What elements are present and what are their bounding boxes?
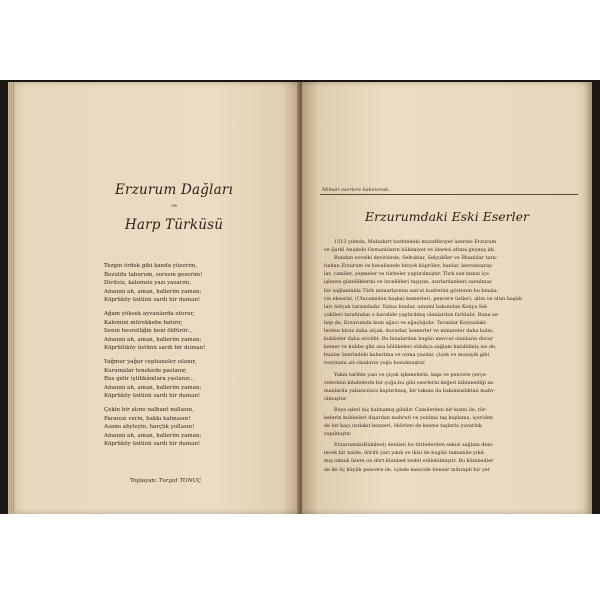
poem-verse: Yağmur yağar cephaneler ıslanır, [104, 358, 197, 365]
text-line: de iki üç küçük pencere ile, içinde mescide benzer mihrapli bir yer [324, 466, 490, 473]
text-line: fından Erzurum ve havalisinde birçok köprüler, hanlar, kervansaray- [324, 263, 494, 270]
poem-title-block [94, 182, 254, 233]
poem-refrain: Köprüköy üstünü sardı bir duman! [104, 393, 201, 400]
poem-title-line2: Harp Türküsü [124, 217, 224, 233]
poem-verse: Ağam yüksek ayvanlarda oturur, [104, 310, 195, 317]
text-line: tezyinata ait olanların çoğu bozulmuştur. [324, 360, 426, 367]
text-line: mış olmak üzere on dört kümbed tesbit edilebilmiştir. Bu kümbedler [324, 458, 494, 465]
poem-verse: Bozuldu taburum, sersem gezerim! [104, 271, 203, 278]
text-line: yapılmıştır. [324, 431, 352, 438]
poem-verse: Divitsiz, kalemsiz yazı yazarım, [104, 280, 191, 287]
text-line: ve Şarkî Anadolu Osmanlıların hâkimiyet ve idaresi altına geçmiş idi. [324, 247, 496, 254]
poem-stanza [104, 358, 274, 401]
text-line: bunlar üzerindeki kabartma ve oyma yazılar, çiçek ve mozayık gibi [324, 352, 490, 359]
poem-verse: Senin hesretliğin beni öldürür... [104, 328, 193, 335]
article-body [324, 238, 576, 474]
poem-verse: Asamı abyleyin, harçlık yollasın! [104, 424, 195, 431]
poem-body [104, 262, 274, 454]
text-line: lecek bir halde, dördü yarı yıkık ve ikisi de bugün tamamile yıkıl- [324, 450, 486, 457]
poem-verse: Kurumalar tenekede paslanır, [104, 367, 187, 374]
poem-stanza [104, 406, 274, 449]
text-line: velerinin kitabelerin bir çoğu,bu gibi eserlerin değeri bilinmediği za- [324, 379, 495, 386]
poem-verse: Çekin bir atımı nalbant nallasın, [104, 406, 194, 413]
article-paragraph [324, 238, 576, 368]
poem-refrain: Amanın ah, aman, hallerim yaman; [104, 384, 202, 391]
text-line: 1513 yılında, Malazkirt harbindeki muzafferiyet üzerine Erzurum [334, 239, 497, 245]
poem-refrain: Köprüköy üstünü sardı bir duman! [104, 441, 201, 448]
poem-refrain: Köprüköy üstünü sardı bir duman! [104, 297, 201, 304]
text-line: ları Selçuk tarzındadır. Yalnız bunlar, umumî bakımdan Konya Sel- [324, 303, 489, 310]
poem-verse: Tezgin ördek gibi kanda yüzerim, [104, 263, 197, 269]
text-line: manlarda yabancılara kaptırılmış, bir takımı da bakımsızlıktan mahv- [324, 387, 496, 394]
poem-refrain: Amanın ah, aman, hallerim yaman; [104, 432, 202, 439]
article-paragraph [324, 441, 576, 473]
text-line: rın ekserisi, (Ulucamiden başka) kemerleri, pencere üstleri, altın ve altın başlık- [324, 295, 523, 302]
poem-refrain: Köprülüköy üstünü sardı bir duman! [104, 345, 206, 352]
text-line: kemer ve kubbe gibi ana bölükeleri oldukça sağlam kalabilmiş ise de, [324, 344, 497, 351]
poem-title-conjunction: ve [171, 203, 177, 209]
left-page [8, 82, 300, 514]
compiler-name: Turgut TONUÇ [158, 478, 202, 484]
text-line: çukîleri tarafından o havalide yaptırılmış olanlardan farklıdır. Buna se- [324, 311, 500, 318]
text-line: Yakın tarihte yazı ve çiçek işlemelerin, kapı ve pencere çerçe- [334, 371, 488, 378]
compiler-label: Toplayan: [130, 478, 157, 484]
text-line: işleyen güzelliklerini ve incelikleri taşıyan, asırlardanberi sarsılmaz [324, 279, 492, 286]
text-line: Boya işleri hiç kalmamış gibidir. Camilerden bir kısmı ile, tür- [334, 406, 488, 413]
article-title: Erzurumdaki Eski Eserler [365, 209, 529, 224]
poem-title-line1: Erzurum Dağları [114, 182, 233, 198]
poem-stanza [104, 262, 274, 305]
text-line: bep de, Erzurumda kum ağacı ve ağaçlığıdır. Tavanlar Konyadaki- [324, 319, 488, 326]
article-paragraph [324, 371, 576, 403]
page-edges [8, 82, 15, 514]
header-rule [320, 194, 578, 195]
open-book [8, 82, 592, 514]
compiler-credit [130, 478, 201, 484]
text-line: belerin kubbeleri dışardan mahruti ve yonlma taş kaplama, içeriden [324, 414, 493, 421]
text-line: Bundan evvelki devirlerde, Seltuklar, Selçukîler ve İlhanlılar tara- [334, 255, 498, 262]
poem-stanza [104, 310, 274, 353]
text-line: kubbeler daha sivridir. Bu binalardan bugün mevcut olanların duvar [324, 336, 494, 343]
text-line: Erzurumda(Kümbed) denilen bu türbelerden sekizi sağlam deni- [334, 442, 494, 449]
poem-verse: Paranızı verin, hakkı kalmasın! [104, 415, 191, 422]
section-header: Mimari eserlere bakınırsak: [322, 188, 390, 193]
poem-verse: Kalemini mürekkebe batırır, [104, 319, 183, 326]
text-line: de bir kaçı ustlakit benzeri, öbürleri de kesme taşlarla yuvarlak [324, 423, 482, 430]
poem-refrain: Amanın ah, aman, hallerim yaman; [104, 288, 202, 295]
text-line: olmuştur. [324, 395, 348, 402]
poem-verse: Rus gelir iştihkâmlara yaslanır... [104, 376, 195, 383]
poem-refrain: Amanın ah, aman, hallerim yaman; [104, 336, 202, 343]
text-line: lerden biraz daha alçak, duvarlar, kemerler ve minareler daha kalın, [324, 328, 494, 335]
article-paragraph [324, 406, 576, 438]
text-line: lar, camiler, çeşmeler ve türbeler yaptırılmıştır. Türk san'atının içe [324, 271, 489, 278]
right-page [302, 82, 592, 514]
text-line: bir sağlamlıkla Türk mimarlarının san'at kudretini gösteren bu binala- [324, 287, 499, 294]
